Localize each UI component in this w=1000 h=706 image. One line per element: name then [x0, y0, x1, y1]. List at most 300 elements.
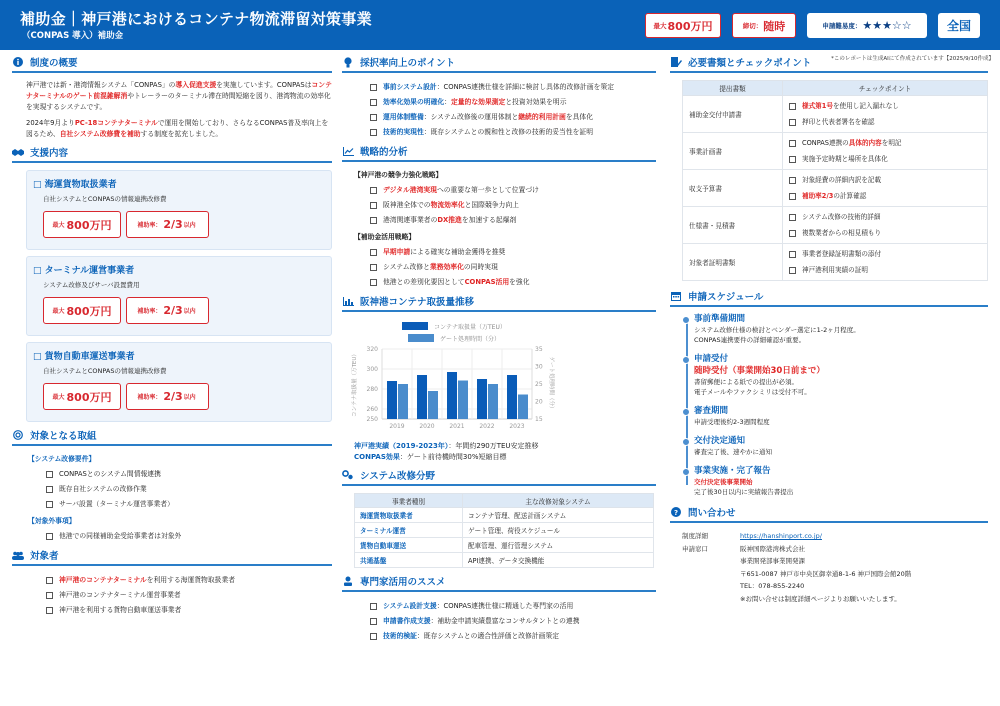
- checkbox[interactable]: [789, 119, 796, 126]
- svg-text:20: 20: [535, 398, 543, 406]
- checkbox[interactable]: [370, 114, 377, 121]
- table-row: [683, 133, 988, 170]
- target-item: [12, 588, 332, 603]
- highlight-text: 様式第1号: [802, 102, 833, 110]
- list-item-text: CONPASとのシステム間情報連携: [59, 470, 161, 478]
- page-header: [0, 0, 1000, 50]
- point-item: [342, 95, 656, 110]
- checkbox[interactable]: [789, 156, 796, 163]
- section-title: 阪神港コンテナ取扱量推移: [360, 297, 475, 308]
- gears-icon: [342, 470, 354, 480]
- list-item-text: [802, 114, 875, 130]
- list-item-text: [383, 183, 539, 198]
- table-row: [355, 553, 654, 568]
- section-title: 支援内容: [30, 148, 69, 159]
- strategy-item: [342, 260, 656, 275]
- highlight-text: 定量的な効果測定: [450, 98, 506, 106]
- checkbox[interactable]: [370, 618, 377, 625]
- text: 他港との差別化要因として: [383, 278, 465, 286]
- checkpoints-cell: [783, 244, 988, 281]
- highlight-text: 具体的内容: [848, 139, 882, 147]
- checkpoint-item: [789, 209, 981, 225]
- table-cell: コンテナ管理、配送計画システム: [463, 508, 654, 523]
- section-title: 制度の概要: [30, 58, 78, 69]
- section-heading-schedule: [670, 290, 988, 307]
- list-item-text: [383, 125, 593, 140]
- timeline-description: システム改修仕様の検討とベンダー選定に1-2ヶ月程度。: [694, 326, 860, 334]
- svg-text:2019: 2019: [389, 423, 405, 430]
- checkbox[interactable]: [789, 267, 796, 274]
- text: 港湾関連事業者の: [383, 216, 438, 224]
- section-title: 採択率向上のポイント: [360, 58, 456, 69]
- label-text: 技術的検証: [383, 632, 417, 640]
- checkbox[interactable]: [789, 140, 796, 147]
- checkbox[interactable]: [370, 187, 377, 194]
- timeline-item: [694, 354, 988, 397]
- strategy-list-1: [342, 183, 656, 228]
- schedule-timeline: [682, 314, 988, 497]
- section-heading-strategy: [342, 145, 656, 162]
- overview-paragraph-2: [12, 118, 332, 140]
- section-heading-support: [12, 146, 332, 163]
- checkbox[interactable]: [46, 501, 53, 508]
- list-item-text: [383, 614, 580, 629]
- text: を具体化: [565, 113, 594, 121]
- text: を利用する海運貨物取扱業者: [146, 576, 236, 584]
- checkbox[interactable]: [789, 251, 796, 258]
- timeline-line: [686, 320, 688, 485]
- text: 事業者登録証明書類の添付: [802, 250, 882, 258]
- document-edit-icon: [670, 57, 682, 67]
- text: を強化: [509, 278, 530, 286]
- checkpoint-item: [789, 151, 981, 167]
- section-title: 戦略的分析: [360, 147, 408, 158]
- timeline-item: [694, 436, 988, 457]
- checkpoints-cell: [783, 96, 988, 133]
- points-list: [342, 80, 656, 140]
- timeline-description: 書留郵便による紙での提出が必須。: [694, 378, 798, 386]
- checkbox[interactable]: [370, 217, 377, 224]
- strategy-item: [342, 213, 656, 228]
- highlight-text: 補助率2/3: [802, 192, 834, 200]
- highlight-text: 早期申請: [383, 248, 411, 256]
- target-item: [12, 573, 332, 588]
- page-subtitle: （CONPAS 導入）補助金: [22, 31, 124, 41]
- text: 神戸港では新・港湾情報システム「CONPAS」の: [26, 81, 176, 89]
- lightbulb-icon: [342, 57, 354, 67]
- list-item-text: 他港での同様補助金受給事業者は対象外: [59, 532, 182, 540]
- svg-text:260: 260: [366, 406, 378, 413]
- text: を加速する起爆剤: [461, 216, 517, 224]
- text: ：補助金申請実績豊富なコンサルタントとの連携: [430, 617, 580, 625]
- svg-text:2022: 2022: [479, 423, 495, 430]
- table-row: [683, 244, 988, 281]
- list-item-text: [802, 225, 881, 241]
- deadline-prefix: 締切：: [742, 22, 763, 30]
- list-item-text: [383, 213, 516, 228]
- checkbox[interactable]: [370, 633, 377, 640]
- max-amount-pill: 最大 800万円: [43, 211, 121, 238]
- calendar-icon: [670, 291, 682, 301]
- table-row: [355, 523, 654, 538]
- document-name: 事業計画書: [683, 133, 783, 170]
- right-column: [670, 56, 988, 605]
- table-cell: ターミナル運営: [355, 523, 463, 538]
- text: を実施しています。CONPASは: [216, 81, 312, 89]
- list-item-text: [383, 599, 573, 614]
- section-heading-overview: [12, 56, 332, 73]
- rate-pill: 補助率： 2/3 以内: [126, 297, 209, 324]
- document-name: 収支予算書: [683, 170, 783, 207]
- checkbox[interactable]: [370, 264, 377, 271]
- checkbox[interactable]: [370, 84, 377, 91]
- table-cell: API連携、データ交換機能: [463, 553, 654, 568]
- text: ：CONPAS連携仕様を詳細に検討し具体的改修計画を策定: [436, 83, 615, 91]
- label-text: 事前システム設計: [383, 83, 437, 91]
- table-cell: ゲート管理、荷役スケジュール: [463, 523, 654, 538]
- svg-text:35: 35: [535, 346, 543, 353]
- svg-text:2023: 2023: [509, 423, 525, 430]
- list-item-text: [383, 629, 559, 644]
- column-header: 提出書類: [683, 81, 783, 96]
- bar-chart: [342, 319, 656, 437]
- list-item-text: [383, 80, 614, 95]
- list-item-text: [383, 275, 530, 290]
- exclusions-list: [12, 529, 332, 544]
- checkbox[interactable]: [46, 471, 53, 478]
- highlight-text: CONPAS活用: [464, 278, 510, 286]
- list-item-text: [802, 209, 880, 225]
- checkbox[interactable]: [789, 177, 796, 184]
- section-heading-experts: [342, 575, 656, 592]
- list-item-text: [383, 110, 593, 125]
- deadline-badge: [732, 13, 796, 38]
- expert-item: [342, 629, 656, 644]
- checkbox[interactable]: [789, 193, 796, 200]
- timeline-highlight: 随時受付（事業開始30日前まで）: [694, 366, 825, 376]
- card-title: □ ターミナル運営事業者: [33, 266, 135, 276]
- subheading-exclusions: 【対象外事項】: [28, 517, 76, 525]
- section-heading-targets: [12, 549, 332, 566]
- target-icon: [12, 430, 24, 440]
- checkpoint-item: [789, 246, 981, 262]
- checkpoint-item: [789, 188, 981, 204]
- section-heading-chart: [342, 295, 656, 312]
- text: 2024年9月より: [26, 119, 75, 127]
- page-title: 補助金｜神戸港におけるコンテナ物流滞留対策事業: [20, 10, 372, 28]
- highlight-text: コンテナターミナルのゲート前混雑解消: [26, 81, 332, 100]
- list-item-text: [802, 135, 902, 151]
- timeline-description: 申請受理後約2-3週間程度: [694, 418, 770, 426]
- label-text: 運用体制整備: [383, 113, 424, 121]
- text: ：既存システムとの親和性と改修の技術的妥当性を証明: [423, 128, 594, 136]
- section-title: 専門家活用のススメ: [360, 577, 446, 588]
- text: ：既存システムとの適合性評価と改修計画策定: [416, 632, 560, 640]
- section-title: 必要書類とチェックポイント: [688, 58, 812, 69]
- section-heading-systems: [342, 469, 656, 486]
- text: 神戸港を利用する貨物自動車運送事業者: [59, 606, 182, 614]
- text: 神戸港利用実績の証明: [802, 266, 868, 274]
- requirements-list: [12, 467, 332, 512]
- text: で運用を開始しており、さらなるCONPAS普及率向上を図るため、: [26, 119, 329, 138]
- table-cell: 共通基盤: [355, 553, 463, 568]
- checkpoint-item: [789, 135, 981, 151]
- timeline-highlight: 交付決定後事業開始: [694, 478, 753, 486]
- column-header: 事業者種別: [355, 494, 463, 508]
- checkbox[interactable]: [789, 103, 796, 110]
- subheading-subsidy-strategy: 【補助金活用戦略】: [354, 233, 416, 241]
- support-card: [26, 170, 332, 250]
- contact-line: 〒651-0087 神戸市中央区御幸通8-1-6 神戸国際会館20階: [740, 569, 912, 578]
- highlight-text: DX推進: [437, 216, 462, 224]
- list-item-text: 既存自社システムの改修作業: [59, 485, 147, 493]
- strategy-item: [342, 183, 656, 198]
- card-title: □ 海運貨物取扱業者: [33, 180, 117, 190]
- section-heading-points: [342, 56, 656, 73]
- difficulty-prefix: 申請難易度：: [822, 22, 862, 30]
- table-row: [355, 508, 654, 523]
- window-label: 申請窓口: [682, 544, 708, 553]
- text: を明記: [881, 139, 902, 147]
- list-item-text: [59, 588, 181, 603]
- point-item: [342, 110, 656, 125]
- checkbox[interactable]: [46, 577, 53, 584]
- column-header: 主な改修対象システム: [463, 494, 654, 508]
- rate-pill: 補助率： 2/3 以内: [126, 383, 209, 410]
- text: と国際競争力向上: [464, 201, 519, 209]
- contact-lines: [740, 543, 988, 606]
- table-cell: 海運貨物取扱業者: [355, 508, 463, 523]
- svg-text:ゲート処理時間（分）: ゲート処理時間（分）: [440, 336, 501, 343]
- line-chart-icon: [342, 146, 354, 156]
- svg-text:320: 320: [366, 346, 378, 353]
- caption-text: ：ゲート前待機時間30%短縮目標: [399, 453, 507, 461]
- point-item: [342, 80, 656, 95]
- timeline-item: [694, 466, 988, 497]
- checkbox[interactable]: [370, 202, 377, 209]
- checkbox[interactable]: [370, 249, 377, 256]
- exclusion-item: [12, 529, 332, 544]
- timeline-title: 事業実施・完了報告: [694, 466, 771, 476]
- difficulty-badge: [807, 13, 927, 38]
- text: 複数業者からの相見積もり: [802, 229, 882, 237]
- timeline-title: 審査期間: [694, 406, 729, 416]
- target-item: [12, 603, 332, 618]
- requirement-item: [12, 467, 332, 482]
- highlight-text: 継続的利用計画: [518, 113, 566, 121]
- document-name: 補助金交付申請書: [683, 96, 783, 133]
- difficulty-stars: ★★★☆☆: [862, 19, 912, 32]
- max-amount-pill: 最大 800万円: [43, 297, 121, 324]
- label-text: 技術的実現性: [383, 128, 424, 136]
- handshake-icon: [12, 147, 24, 157]
- timeline-description: 審査完了後、速やかに通知: [694, 448, 772, 456]
- overview-paragraph-1: [12, 80, 332, 113]
- list-item-text: [383, 245, 505, 260]
- card-description: 自社システムとCONPASの情報連携改修費: [43, 195, 167, 203]
- contact-line: 阪神国際港湾株式会社: [740, 544, 805, 553]
- text: 実施予定時期と場所を具体化: [802, 155, 888, 163]
- section-title: システム改修分野: [360, 471, 436, 482]
- point-item: [342, 125, 656, 140]
- contact-info: [670, 530, 988, 605]
- user-tie-icon: [342, 576, 354, 586]
- timeline-title: 申請受付: [694, 354, 729, 364]
- expert-item: [342, 599, 656, 614]
- svg-text:25: 25: [535, 381, 543, 388]
- checkpoint-item: [789, 262, 981, 278]
- list-item-text: [802, 246, 881, 262]
- svg-text:コンテナ取扱量（万TEU）: コンテナ取扱量（万TEU）: [352, 351, 358, 417]
- text: への重要な第一歩として位置づけ: [436, 186, 539, 194]
- text: を使用し記入漏れなし: [832, 102, 899, 110]
- detail-link[interactable]: https://hanshinport.co.jp/: [740, 532, 822, 540]
- timeline-dot: [682, 468, 690, 476]
- svg-text:15: 15: [535, 416, 543, 423]
- card-description: システム改修及びサーバ設置費用: [43, 281, 140, 289]
- checkbox[interactable]: [370, 99, 377, 106]
- strategy-list-2: [342, 245, 656, 290]
- list-item-text: [59, 573, 235, 588]
- list-item-text: [802, 262, 868, 278]
- highlight-text: 神戸港のコンテナターミナル: [59, 576, 147, 584]
- chart-caption-2: [342, 452, 656, 463]
- table-row: [683, 170, 988, 207]
- svg-text:コンテナ取扱量（万TEU）: コンテナ取扱量（万TEU）: [434, 324, 506, 331]
- checkbox[interactable]: [46, 533, 53, 540]
- deadline-value: 随時: [763, 19, 786, 33]
- list-item-text: [59, 603, 181, 618]
- svg-text:300: 300: [366, 366, 378, 373]
- list-item-text: [802, 151, 888, 167]
- label-text: 申請書作成支援: [383, 617, 431, 625]
- list-item-text: サーバ設置（ターミナル運営事業者）: [59, 500, 174, 508]
- table-row: [683, 96, 988, 133]
- text: の同時実現: [463, 263, 498, 271]
- timeline-item: [694, 314, 988, 345]
- text: ：CONPAS連携仕様に精通した専門家の活用: [436, 602, 574, 610]
- left-column: [12, 56, 332, 618]
- experts-list: [342, 599, 656, 644]
- text: システム改修と: [383, 263, 430, 271]
- timeline-title: 交付決定通知: [694, 436, 746, 446]
- timeline-dot: [682, 438, 690, 446]
- contact-line: TEL：078-855-2240: [740, 582, 805, 590]
- text: の計算確認: [833, 192, 867, 200]
- timeline-description: 完了後30日以内に実績報告書提出: [694, 488, 794, 496]
- column-header: チェックポイント: [783, 81, 988, 96]
- section-title: 対象者: [30, 551, 59, 562]
- checkbox[interactable]: [46, 607, 53, 614]
- list-item-text: [802, 172, 881, 188]
- container-volume-chart: [342, 319, 656, 437]
- svg-text:30: 30: [535, 363, 543, 371]
- text: する制度を拡充しました。: [140, 130, 223, 138]
- checkbox[interactable]: [370, 279, 377, 286]
- document-name: 対象者証明書類: [683, 244, 783, 281]
- text: ：システム改修後の運用体制と: [423, 113, 519, 121]
- label-text: システム設計支援: [383, 602, 437, 610]
- svg-text:2020: 2020: [419, 423, 435, 430]
- checkpoints-cell: [783, 207, 988, 244]
- card-description: 自社システムとCONPASの情報連携改修費: [43, 367, 167, 375]
- text: による確実な補助金獲得を推奨: [410, 248, 506, 256]
- timeline-description: CONPAS連携要件の詳細確認が重要。: [694, 336, 806, 344]
- list-item-text: [802, 98, 899, 114]
- users-icon: [12, 550, 24, 560]
- text: CONPAS連携の: [802, 139, 849, 147]
- rate-pill: 補助率： 2/3 以内: [126, 211, 209, 238]
- svg-text:?: ?: [673, 509, 679, 517]
- support-cards: [12, 170, 332, 422]
- timeline-dot: [682, 408, 690, 416]
- middle-column: [342, 56, 656, 644]
- checkbox[interactable]: [370, 603, 377, 610]
- max-amount-badge: [645, 13, 721, 38]
- highlight-text: 自社システム改修費を補助: [59, 130, 141, 138]
- text: 押印と代表者署名を確認: [802, 118, 875, 126]
- strategy-item: [342, 245, 656, 260]
- caption-text: ：年間約290万TEU安定推移: [448, 442, 539, 450]
- checkpoint-item: [789, 114, 981, 130]
- checkbox[interactable]: [789, 214, 796, 221]
- table-row: [683, 207, 988, 244]
- list-item-text: [802, 188, 866, 204]
- strategy-item: [342, 275, 656, 290]
- timeline-description: 電子メールやファクシミリは受付不可。: [694, 388, 811, 396]
- expert-item: [342, 614, 656, 629]
- detail-label: 制度詳細: [682, 532, 708, 540]
- max-amount-pill: 最大 800万円: [43, 383, 121, 410]
- text: 神戸港のコンテナターミナル運営事業者: [59, 591, 181, 599]
- contact-line: 事業開発部事業開発課: [740, 557, 805, 565]
- checkbox[interactable]: [370, 129, 377, 136]
- section-heading-target-work: [12, 429, 332, 446]
- section-title: 問い合わせ: [688, 508, 736, 519]
- bar-chart-icon: [342, 296, 354, 306]
- svg-text:ゲート処理時間（分）: ゲート処理時間（分）: [548, 356, 554, 412]
- checkbox[interactable]: [46, 486, 53, 493]
- section-heading-documents: [670, 56, 988, 73]
- timeline-item: [694, 406, 988, 427]
- svg-text:2021: 2021: [449, 423, 465, 430]
- checkpoints-cell: [783, 170, 988, 207]
- caption-label: CONPAS効果: [354, 453, 400, 461]
- section-title: 対象となる取組: [30, 431, 97, 442]
- checkbox[interactable]: [46, 592, 53, 599]
- section-title: 申請スケジュール: [688, 292, 764, 303]
- caption-label: 神戸港実績（2019-2023年）: [354, 442, 449, 450]
- text: システム改修の技術的詳細: [802, 213, 881, 221]
- list-item-text: [383, 260, 498, 275]
- text: 対象経費の詳細内訳を記載: [802, 176, 882, 184]
- text: 阪神港全体での: [383, 201, 431, 209]
- contact-line: ※お問い合せは制度詳細ページよりお願いいたします。: [740, 594, 901, 603]
- requirement-item: [12, 482, 332, 497]
- checkbox[interactable]: [789, 230, 796, 237]
- max-prefix: 最大: [653, 22, 667, 30]
- text: やトレーラーのターミナル滞在時間短縮を図り、港湾物流の効率化を実現するシステムです。: [26, 92, 331, 111]
- timeline-title: 事前準備期間: [694, 314, 746, 324]
- checkpoint-item: [789, 225, 981, 241]
- timeline-dot: [682, 316, 690, 324]
- systems-table: [354, 493, 654, 568]
- strategy-item: [342, 198, 656, 213]
- support-card: [26, 256, 332, 336]
- document-name: 仕様書・見積書: [683, 207, 783, 244]
- checkpoints-cell: [783, 133, 988, 170]
- highlight-text: 業務効率化: [429, 263, 464, 271]
